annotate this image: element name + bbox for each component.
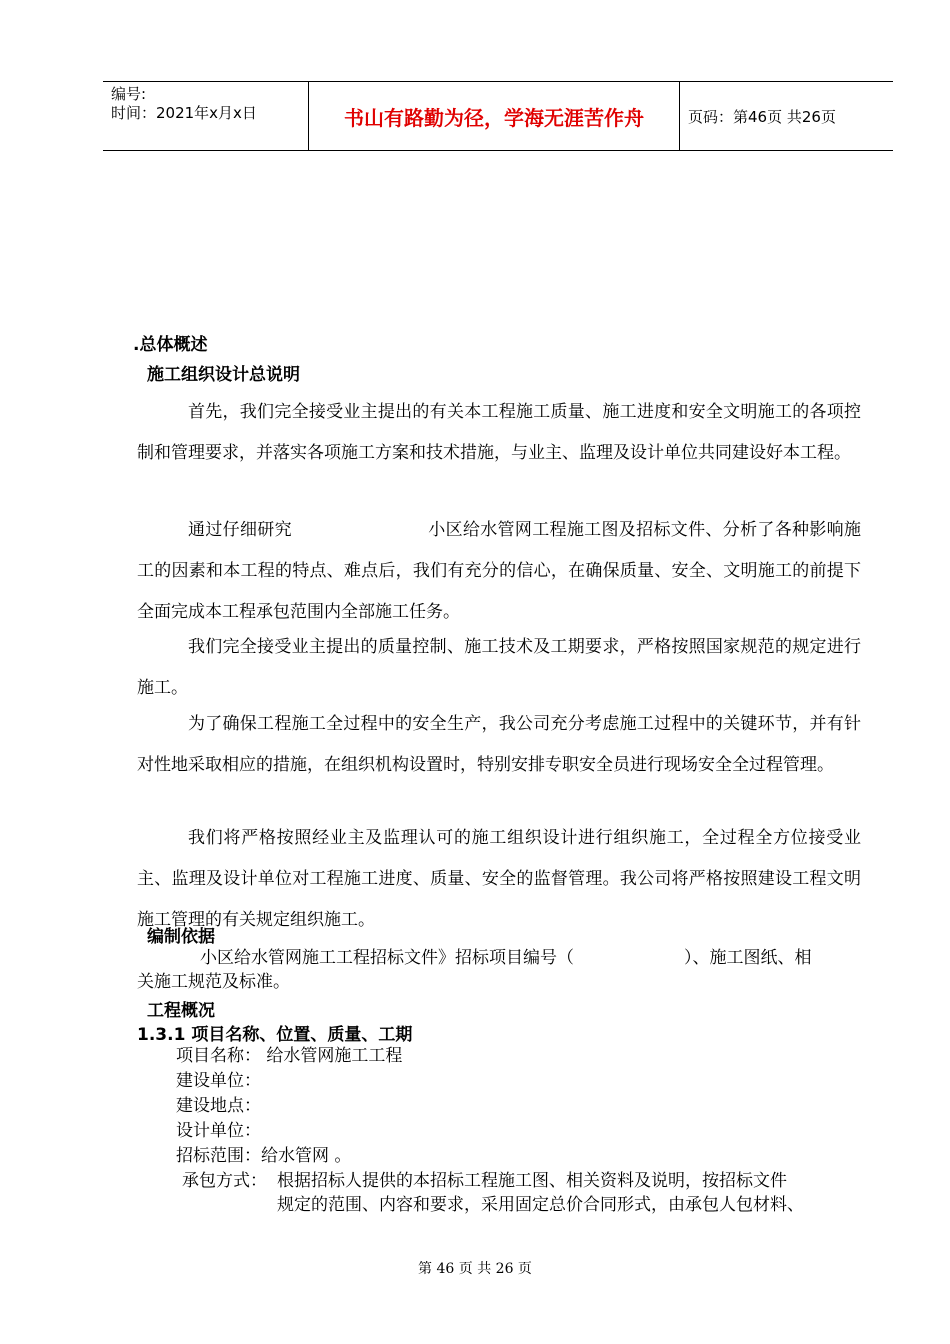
item-project-name: 项目名称： 给水管网施工工程	[176, 1046, 403, 1066]
basis-text-b: ）、施工图纸、相	[684, 948, 812, 968]
basis-line-2: 关施工规范及标准。	[137, 972, 290, 992]
item-contract-line-2: 规定的范围、内容和要求，采用固定总价合同形式，由承包人包材料、	[277, 1195, 804, 1215]
page-footer: 第 46 页 共 26 页	[418, 1261, 532, 1277]
subsection-title-overview: 工程概况	[147, 1001, 215, 1021]
basis-text-a: 小区给水管网施工工程招标文件》招标项目编号（	[200, 948, 574, 968]
document-time-label: 时间：2021年x月x日	[111, 104, 257, 122]
subsection-title-basis: 编制依据	[147, 927, 215, 947]
paragraph-5: 我们将严格按照经业主及监理认可的施工组织设计进行组织施工，全过程全方位接受业主、监理及设计单位对工程施工进度、质量、安全的监督管理。我公司将严格按照建设工程文明施工管理的有关规定组织施工。	[137, 828, 861, 930]
page-header	[103, 81, 893, 151]
paragraph-3: 我们完全接受业主提出的质量控制、施工技术及工期要求，严格按照国家规范的规定进行施工。	[137, 637, 861, 698]
header-motto: 书山有路勤为径，学海无涯苦作舟	[308, 82, 680, 150]
item-designer: 设计单位：	[176, 1121, 261, 1141]
item-scope: 招标范围：给水管网 。	[176, 1146, 352, 1166]
document-number-label: 编号:	[111, 85, 147, 103]
header-page-label: 页码：第46页 共26页	[688, 107, 836, 126]
subsection-title-design: 施工组织设计总说明	[147, 365, 300, 385]
paragraph-4: 为了确保工程施工全过程中的安全生产，我公司充分考虑施工过程中的关键环节，并有针对性地采取相应的措施，在组织机构设置时，特别安排专职安全员进行现场安全全过程管理。	[137, 714, 861, 775]
paragraph-2	[137, 510, 861, 633]
paragraph-2-rest: 小区给水管网工程施工图及招标文件、分析了各种影响施工的因素和本工程的特点、难点后，我们有充分的信心，在确保质量、安全、文明施工的前提下全面完成本工程承包范围内全部施工任务。	[137, 520, 862, 622]
section-title: .总体概述	[133, 335, 208, 355]
paragraph-2-start: 通过仔细研究	[188, 520, 292, 540]
basis-line-1	[200, 946, 870, 970]
item-owner: 建设单位：	[176, 1071, 261, 1091]
item-contract-label: 承包方式：	[182, 1171, 267, 1191]
header-left	[111, 82, 311, 150]
subsection-title-project: 1.3.1 项目名称、位置、质量、工期	[137, 1025, 413, 1045]
item-contract-line-1: 根据招标人提供的本招标工程施工图、相关资料及说明，按招标文件	[277, 1171, 787, 1191]
item-location: 建设地点：	[176, 1096, 261, 1116]
paragraph-1: 首先，我们完全接受业主提出的有关本工程施工质量、施工进度和安全文明施工的各项控制和管理要求，并落实各项施工方案和技术措施，与业主、监理及设计单位共同建设好本工程。	[137, 402, 861, 463]
